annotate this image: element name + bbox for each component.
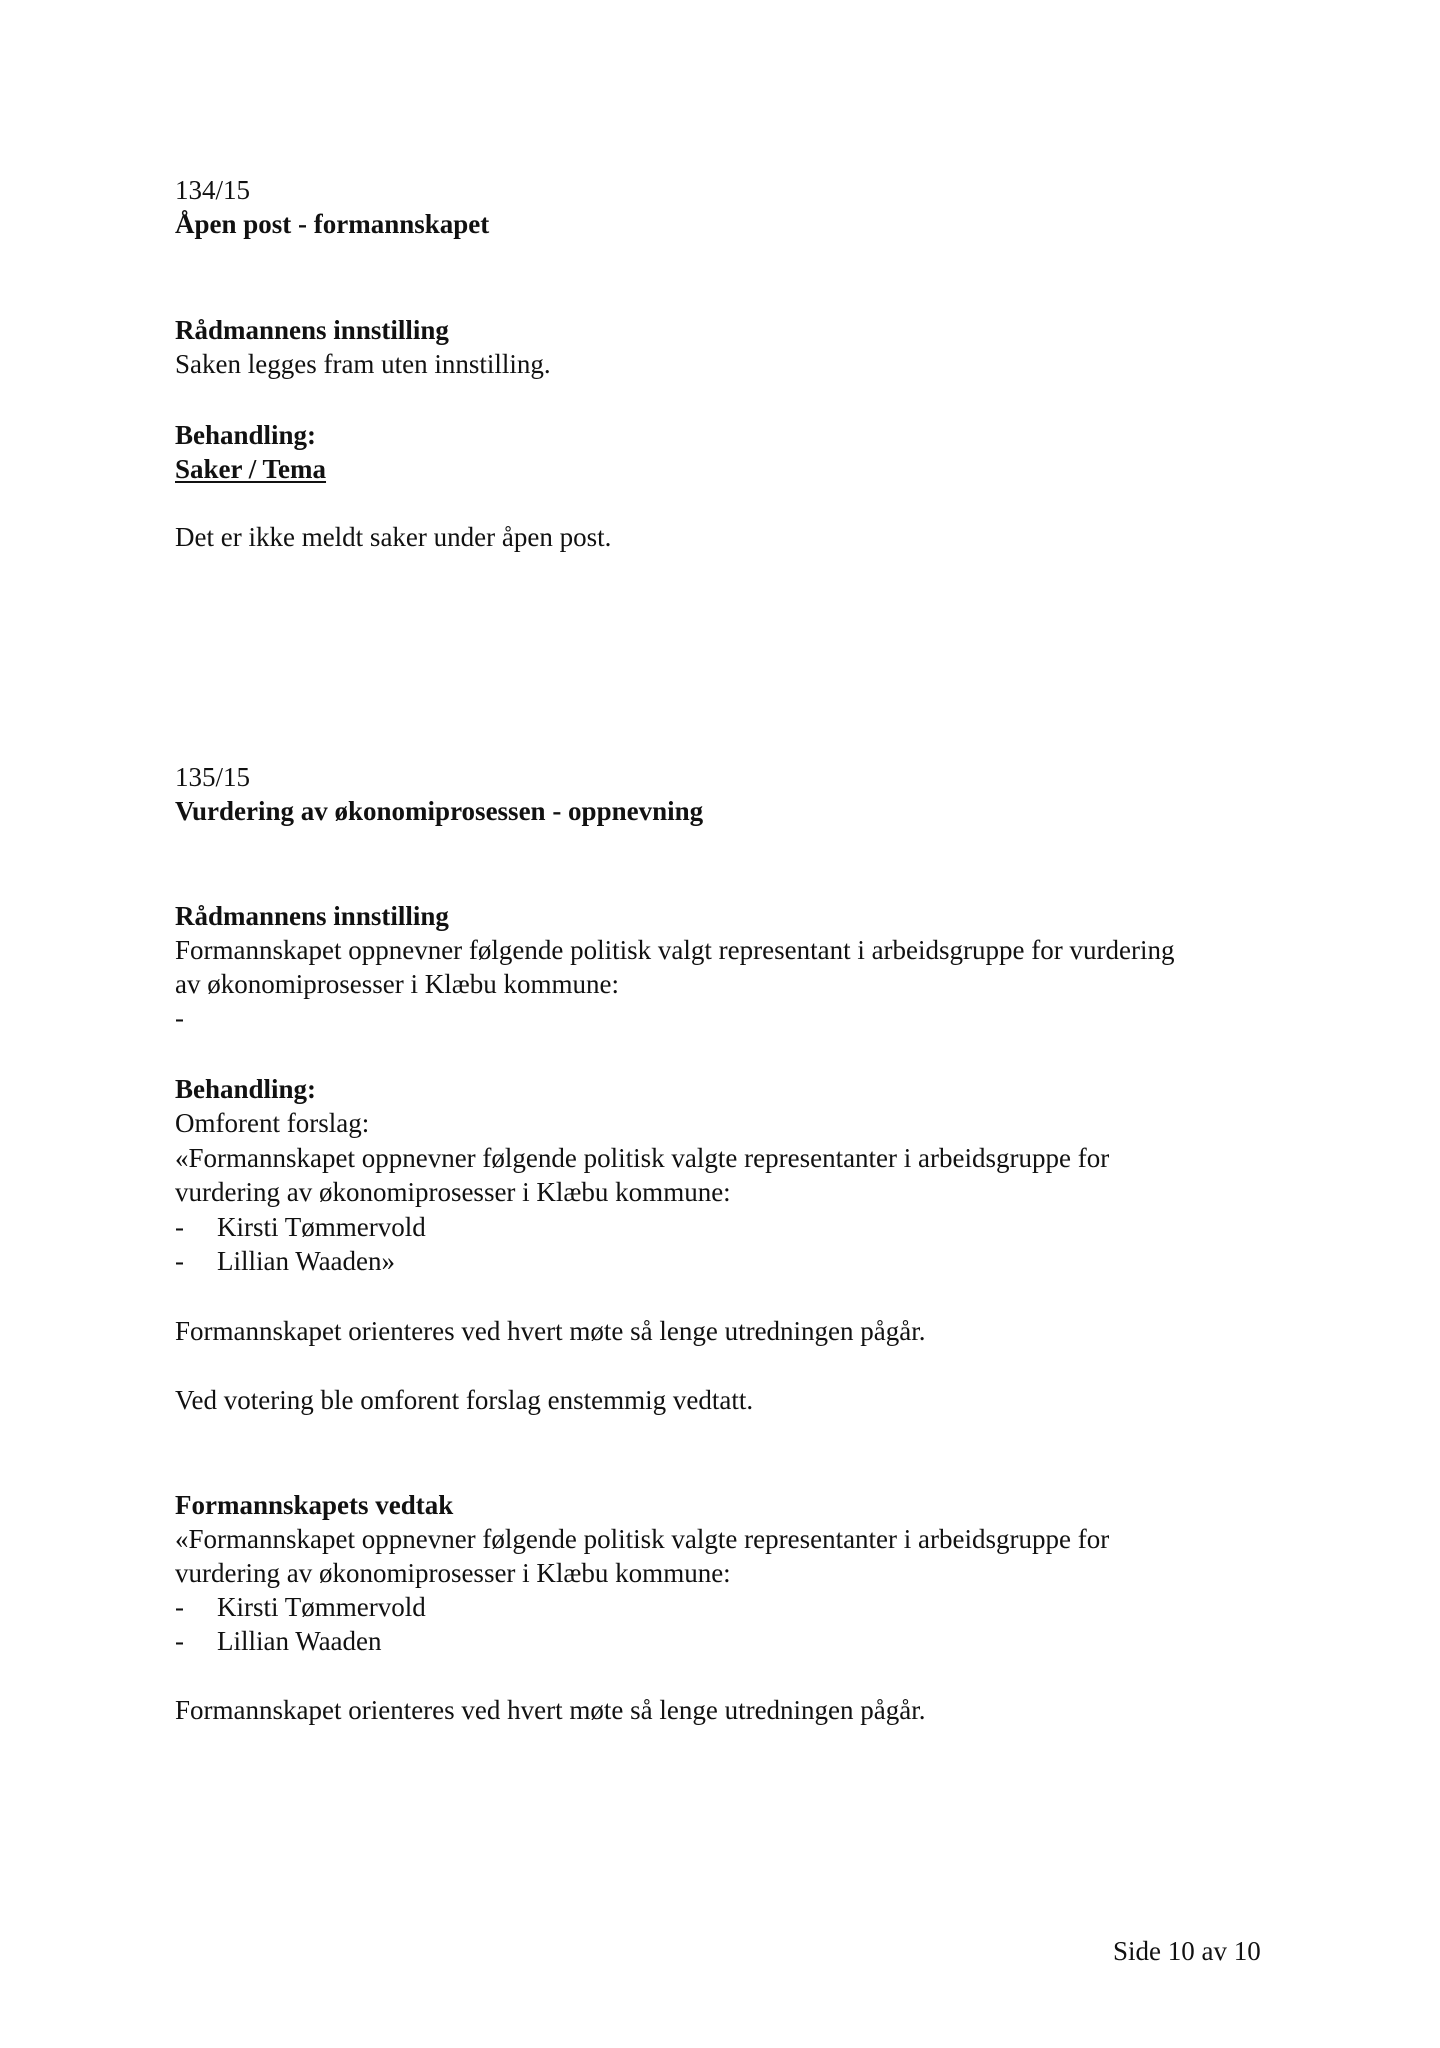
case-135-recommendation-line: av økonomiprosesser i Klæbu kommune: xyxy=(175,969,619,999)
case-135-title: Vurdering av økonomiprosessen - oppnevning xyxy=(175,796,704,826)
case-134-number: 134/15 xyxy=(175,175,251,205)
case-135-decision-line: «Formannskapet oppnevner følgende politisk valgte representanter i arbeidsgruppe for xyxy=(175,1524,1110,1554)
bullet-dash: - xyxy=(175,1626,184,1656)
case-135-treatment-heading: Behandling: xyxy=(175,1074,317,1104)
case-135-treatment-line: vurdering av økonomiprosesser i Klæbu kommune: xyxy=(175,1177,731,1207)
case-135-decision-member xyxy=(175,1624,382,1658)
case-135-decision-member xyxy=(175,1590,426,1624)
case-134-recommendation-text: Saken legges fram uten innstilling. xyxy=(175,349,551,379)
bullet-dash: - xyxy=(175,1212,184,1242)
case-135-recommendation-line: Formannskapet oppnevner følgende politisk valgt representant i arbeidsgruppe for vurdering xyxy=(175,935,1175,965)
case-135-treatment-member xyxy=(175,1244,395,1278)
page-number: Side 10 av 10 xyxy=(1113,1936,1261,1966)
case-134-recommendation-heading: Rådmannens innstilling xyxy=(175,315,449,345)
case-135-number: 135/15 xyxy=(175,762,251,792)
case-135-voting-text: Ved votering ble omforent forslag enstemmig vedtatt. xyxy=(175,1385,754,1415)
case-135-decision-heading: Formannskapets vedtak xyxy=(175,1490,454,1520)
case-134-topics-heading: Saker / Tema xyxy=(175,454,327,484)
case-135-recommendation-line: - xyxy=(175,1003,184,1033)
case-135-recommendation-heading: Rådmannens innstilling xyxy=(175,901,449,931)
case-135-decision-info: Formannskapet orienteres ved hvert møte så lenge utredningen pågår. xyxy=(175,1695,926,1725)
member-name: Kirsti Tømmervold xyxy=(217,1592,426,1622)
case-134-topics-text: Det er ikke meldt saker under åpen post. xyxy=(175,522,612,552)
case-135-decision-line: vurdering av økonomiprosesser i Klæbu kommune: xyxy=(175,1558,731,1588)
member-name: Lillian Waaden» xyxy=(217,1246,396,1276)
case-135-treatment-info: Formannskapet orienteres ved hvert møte så lenge utredningen pågår. xyxy=(175,1316,926,1346)
bullet-dash: - xyxy=(175,1592,184,1622)
case-135-treatment-line: «Formannskapet oppnevner følgende politisk valgte representanter i arbeidsgruppe for xyxy=(175,1143,1110,1173)
member-name: Kirsti Tømmervold xyxy=(217,1212,426,1242)
case-134-title: Åpen post - formannskapet xyxy=(175,209,490,239)
member-name: Lillian Waaden xyxy=(217,1626,382,1656)
case-135-treatment-line: Omforent forslag: xyxy=(175,1108,370,1138)
case-135-treatment-member xyxy=(175,1210,426,1244)
bullet-dash: - xyxy=(175,1246,184,1276)
case-134-treatment-heading: Behandling: xyxy=(175,420,317,450)
